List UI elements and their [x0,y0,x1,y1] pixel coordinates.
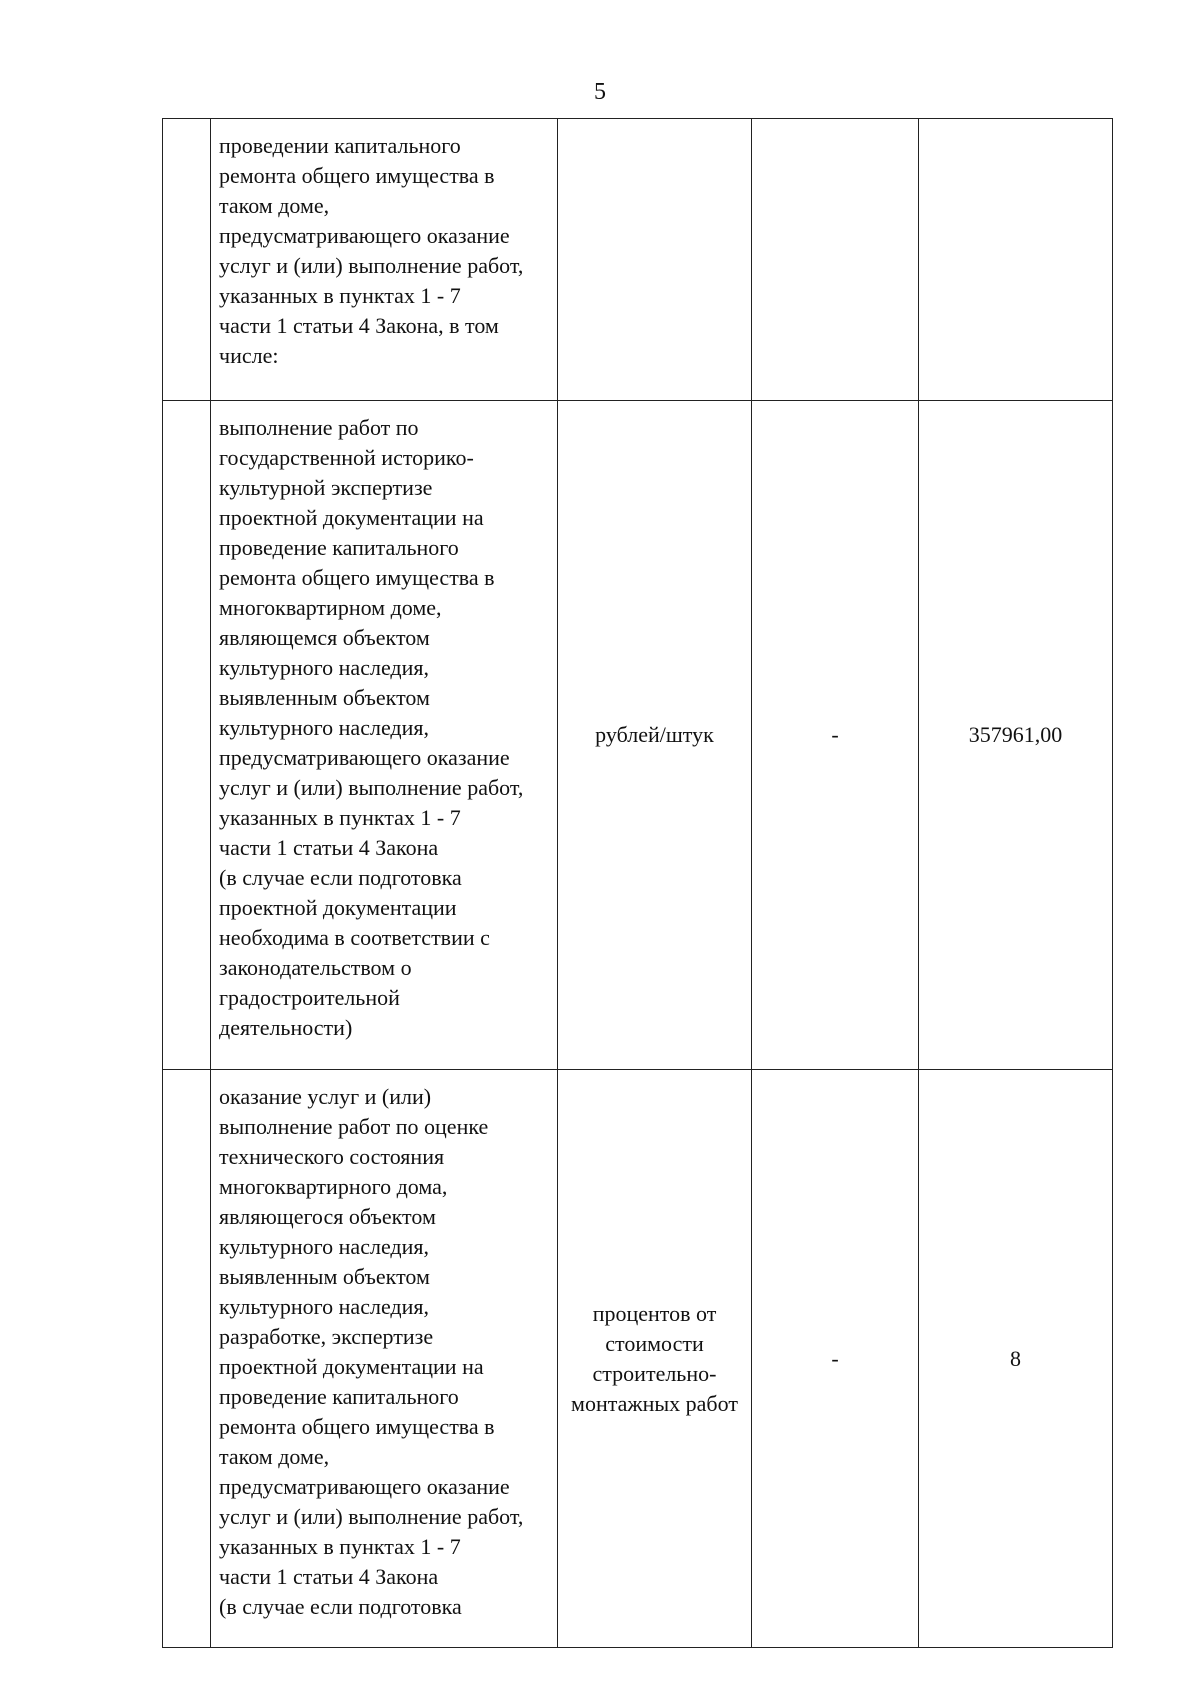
value-b-cell: 357961,00 [919,401,1113,1070]
description-cell: выполнение работ по государственной историко- культурной экспертизе проектной документации на проведение капитального ремонта общего имущества в многоквартирном доме, являющемся объектом культурного наследия, выявленным объектом культурного наследия, предусматривающего оказание услуг и (или) выполнение работ, указанных в пунктах 1 - 7 части 1 статьи 4 Закона (в случае если подготовка проектной документации необходима в соответствии с законодательством о градостроительной деятельности) [211,401,558,1070]
description-cell: проведении капитального ремонта общего имущества в таком доме, предусматривающего оказание услуг и (или) выполнение работ, указанных в пунктах 1 - 7 части 1 статьи 4 Закона, в том числе: [211,119,558,401]
unit-cell: процентов от стоимости строительно- монтажных работ [558,1070,752,1648]
table-row [163,1070,1113,1648]
value-a-cell: - [752,401,919,1070]
rates-table [162,118,1113,1648]
description-cell: оказание услуг и (или) выполнение работ по оценке технического состояния многоквартирного дома, являющегося объектом культурного наследия, выявленным объектом культурного наследия, разработке, экспертизе проектной документации на проведение капитального ремонта общего имущества в таком доме, предусматривающего оказание услуг и (или) выполнение работ, указанных в пунктах 1 - 7 части 1 статьи 4 Закона (в случае если подготовка [211,1070,558,1648]
unit-cell: рублей/штук [558,401,752,1070]
value-a-cell [752,119,919,401]
page-number: 5 [594,79,606,105]
value-a-cell: - [752,1070,919,1648]
unit-cell [558,119,752,401]
row-number-cell [163,119,211,401]
row-number-cell [163,1070,211,1648]
value-b-cell: 8 [919,1070,1113,1648]
table-row [163,401,1113,1070]
table-row [163,119,1113,401]
value-b-cell [919,119,1113,401]
row-number-cell [163,401,211,1070]
